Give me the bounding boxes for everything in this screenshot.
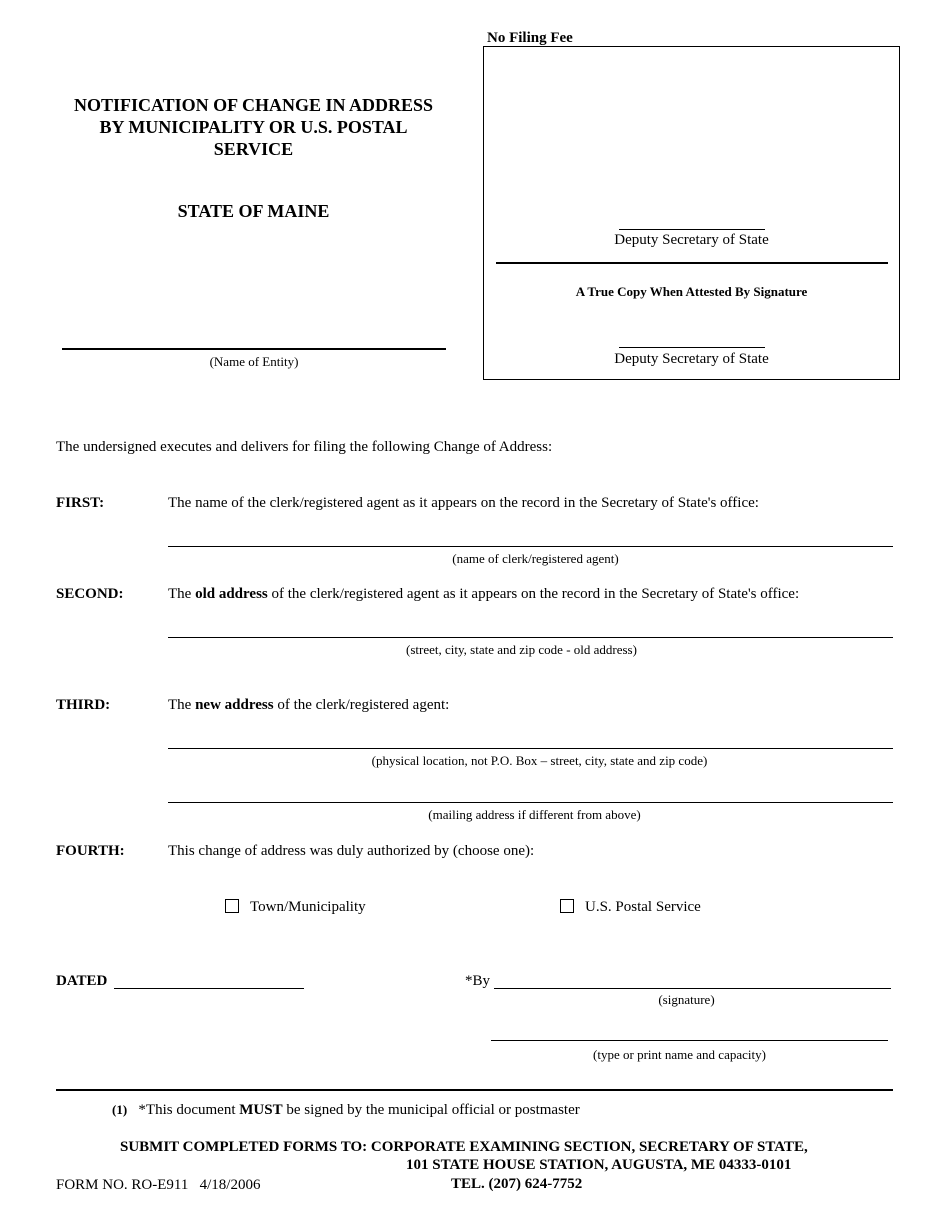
title-line-3: SERVICE (213, 139, 294, 159)
by-label: *By (465, 973, 491, 989)
submit-line-3: TEL. (207) 624-7752 (451, 1176, 583, 1192)
deputy-signature-line-2 (619, 347, 765, 348)
new-address-line[interactable] (168, 748, 893, 749)
third-suffix: of the clerk/registered agent: (277, 697, 450, 713)
third-text (168, 697, 449, 714)
agent-name-caption: (name of clerk/registered agent) (452, 551, 619, 566)
form-number: FORM NO. RO-E911 4/18/2006 (56, 1177, 261, 1193)
second-label: SECOND: (56, 586, 124, 602)
attest-text: A True Copy When Attested By Signature (575, 284, 808, 299)
filing-fee-label: No Filing Fee (487, 30, 573, 46)
footnote (112, 1102, 580, 1119)
mailing-address-caption: (mailing address if different from above) (428, 807, 641, 822)
print-name-caption: (type or print name and capacity) (593, 1047, 766, 1062)
dated-label: DATED (56, 973, 108, 989)
footnote-suffix: be signed by the municipal official or postmaster (286, 1102, 580, 1118)
entity-caption: (Name of Entity) (209, 354, 299, 369)
old-address-line[interactable] (168, 637, 893, 638)
old-address-caption: (street, city, state and zip code - old address) (406, 642, 637, 657)
signature-caption: (signature) (658, 992, 715, 1007)
second-bold: old address (195, 586, 268, 602)
deputy-caption-2: Deputy Secretary of State (614, 351, 769, 367)
third-prefix: The (168, 697, 192, 713)
fourth-label: FOURTH: (56, 843, 125, 859)
intro-text: The undersigned executes and delivers for filing the following Change of Address: (56, 439, 553, 455)
postal-service-checkbox[interactable] (560, 899, 574, 913)
office-use-box (483, 46, 900, 380)
signature-line[interactable] (494, 988, 891, 989)
footnote-prefix: *This document (138, 1102, 236, 1118)
date-line[interactable] (114, 988, 304, 989)
second-suffix: of the clerk/registered agent as it appears on the record in the Secretary of State's office: (271, 586, 800, 602)
footnote-bold: MUST (239, 1102, 283, 1118)
fourth-text: This change of address was duly authorized by (choose one): (168, 843, 535, 859)
submit-line-1: SUBMIT COMPLETED FORMS TO: CORPORATE EXAMINING SECTION, SECRETARY OF STATE, (120, 1139, 808, 1155)
deputy-signature-line-1 (619, 229, 765, 230)
entity-name-line[interactable] (62, 348, 446, 350)
agent-name-line[interactable] (168, 546, 893, 547)
page-title (55, 94, 452, 160)
first-label: FIRST: (56, 495, 105, 511)
postal-service-label: U.S. Postal Service (585, 899, 701, 915)
town-municipality-label: Town/Municipality (250, 899, 366, 915)
box-divider (496, 262, 888, 264)
third-bold: new address (195, 697, 274, 713)
footnote-number: (1) (112, 1102, 128, 1117)
state-heading: STATE OF MAINE (177, 201, 330, 221)
mailing-address-line[interactable] (168, 802, 893, 803)
second-prefix: The (168, 586, 192, 602)
footer-divider (56, 1089, 893, 1091)
town-municipality-checkbox[interactable] (225, 899, 239, 913)
first-text: The name of the clerk/registered agent as it appears on the record in the Secretary of State's office: (168, 495, 759, 511)
deputy-caption-1: Deputy Secretary of State (614, 232, 769, 248)
third-label: THIRD: (56, 697, 111, 713)
second-text (168, 586, 799, 603)
title-line-2: BY MUNICIPALITY OR U.S. POSTAL (99, 117, 408, 137)
print-name-line[interactable] (491, 1040, 888, 1041)
new-address-caption: (physical location, not P.O. Box – street, city, state and zip code) (371, 753, 708, 768)
submit-line-2: 101 STATE HOUSE STATION, AUGUSTA, ME 04333-0101 (406, 1157, 792, 1173)
title-line-1: NOTIFICATION OF CHANGE IN ADDRESS (73, 95, 434, 115)
